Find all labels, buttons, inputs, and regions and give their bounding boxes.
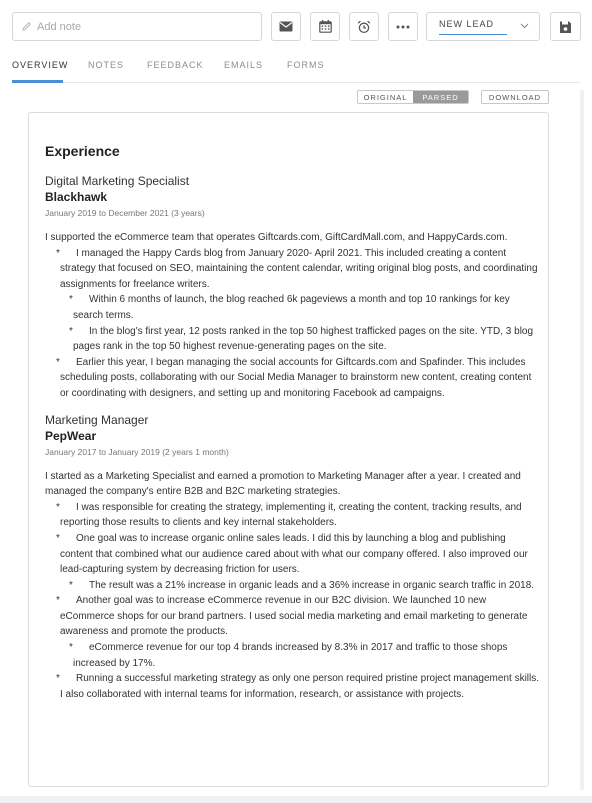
- lead-status-value: NEW LEAD: [439, 19, 495, 29]
- company-name: Blackhawk: [45, 190, 108, 204]
- job-title: Marketing Manager: [45, 412, 149, 427]
- pencil-icon: [21, 21, 32, 32]
- job-title: Digital Marketing Specialist: [45, 174, 190, 188]
- job-bullet: * One goal was to increase organic online sales leads. I did this by launching a blog and publishing content that combined what our audience cared about with what our company offered. I also improved our lead-capturing system by decreasing friction for users.: [56, 532, 528, 576]
- job-entry: [45, 412, 540, 703]
- more-options-button[interactable]: [388, 12, 418, 41]
- download-button[interactable]: DOWNLOAD: [481, 90, 549, 104]
- save-icon: [559, 20, 572, 34]
- job-bullet: * I managed the Happy Cards blog from January 2020- April 2021. This included creating a content strategy that focused on SEO, maintaining the content calendar, writing original blog posts, and coordinating assignments for freelance writers.: [56, 247, 538, 290]
- job-intro: I started as a Marketing Specialist and earned a promotion to Marketing Manager after a year. I created and managed the company's entire B2B and B2C marketing strategies.: [45, 470, 521, 498]
- job-bullet: * Earlier this year, I began managing the social accounts for Giftcards.com and Spafinder. This includes scheduling posts, collaborating with our Social Media Manager to brainstorm new content, creating content or coordinating with designers, and setting up and monitoring Facebook ad campaigns.: [56, 356, 532, 399]
- horizontal-scrollbar[interactable]: [0, 796, 592, 803]
- calendar-button[interactable]: [310, 12, 340, 41]
- resume-content: [45, 143, 540, 712]
- company-name: PepWear: [45, 428, 97, 443]
- more-icon: [396, 25, 410, 29]
- mail-icon: [279, 21, 293, 32]
- tab-emails[interactable]: EMAILS: [224, 60, 264, 70]
- tab-feedback[interactable]: FEEDBACK: [147, 60, 204, 70]
- parsed-view-button[interactable]: PARSED: [413, 91, 468, 103]
- add-note-input[interactable]: [12, 12, 262, 41]
- job-entry: [45, 173, 540, 402]
- job-bullet: * Running a successful marketing strategy as only one person required pristine project management skills. I also collaborated with internal teams for information, research, or assistance with projects.: [56, 673, 540, 700]
- resume-panel: [28, 112, 549, 787]
- tab-divider: [12, 82, 580, 83]
- vertical-scrollbar[interactable]: [580, 90, 584, 790]
- chevron-down-icon: [520, 23, 529, 29]
- section-title: Experience: [45, 143, 120, 159]
- active-tab-indicator: [12, 80, 63, 83]
- job-sub-bullet: * Within 6 months of launch, the blog reached 6k pageviews a month and top 10 rankings for key search terms.: [69, 294, 510, 321]
- job-sub-bullet: * eCommerce revenue for our top 4 brands increased by 8.3% in 2017 and traffic to those shops increased by 17%.: [69, 642, 508, 669]
- tab-forms[interactable]: FORMS: [287, 60, 325, 70]
- view-toggle: [357, 90, 469, 104]
- add-note-placeholder: Add note: [37, 20, 82, 33]
- tab-notes[interactable]: NOTES: [88, 60, 125, 70]
- job-sub-bullet: * The result was a 21% increase in organic leads and a 36% increase in organic search traffic in 2018.: [69, 579, 535, 591]
- tab-bar: [12, 58, 580, 82]
- job-dates: January 2017 to January 2019 (2 years 1 month): [45, 446, 229, 457]
- job-sub-bullet: * In the blog's first year, 12 posts ranked in the top 50 highest trafficked pages on the site. YTD, 3 blog pages rank in the top 50 highest revenue-generating pages on the site.: [69, 325, 534, 353]
- job-dates: January 2019 to December 2021 (3 years): [45, 208, 205, 218]
- reminder-button[interactable]: [349, 12, 379, 41]
- calendar-icon: [319, 20, 332, 33]
- email-button[interactable]: [271, 12, 301, 41]
- toolbar: [12, 12, 584, 43]
- lead-status-underline: [439, 34, 507, 35]
- tab-overview[interactable]: OVERVIEW: [12, 60, 69, 70]
- job-intro: I supported the eCommerce team that operates Giftcards.com, GiftCardMall.com, and HappyCards.com.: [45, 232, 508, 243]
- job-bullet: * Another goal was to increase eCommerce revenue in our B2C division. We launched 10 new eCommerce shops for our brand partners. I used social media marketing and email marketing to generate awareness and promote the products.: [56, 595, 528, 638]
- save-button[interactable]: [550, 12, 581, 41]
- alarm-icon: [357, 20, 371, 34]
- original-view-button[interactable]: ORIGINAL: [358, 91, 413, 103]
- lead-status-select[interactable]: [426, 12, 540, 41]
- job-bullet: * I was responsible for creating the strategy, implementing it, creating the content, tracking results, and reporting those results to clients and key internal stakeholders.: [56, 501, 522, 529]
